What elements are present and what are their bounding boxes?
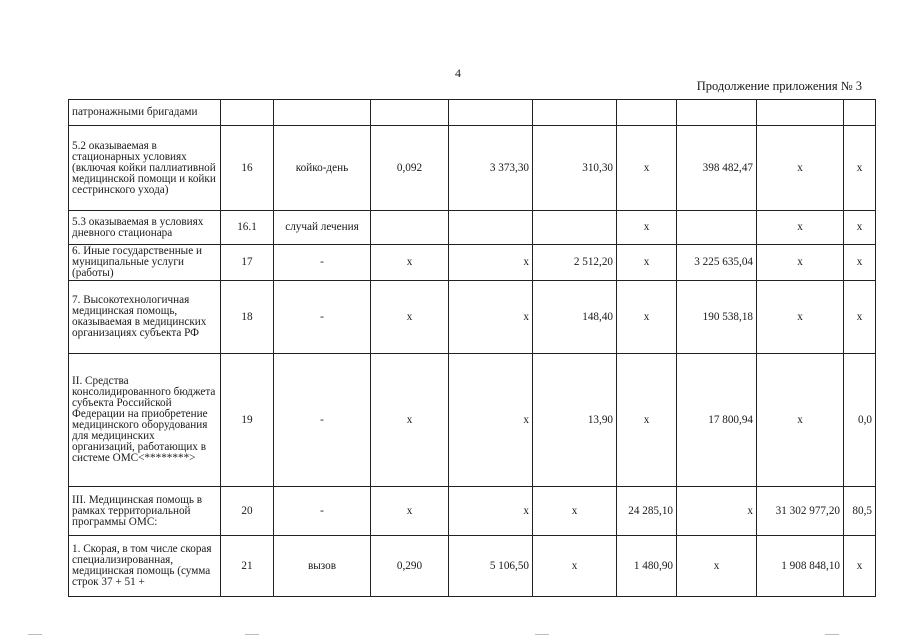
unit-cell: - [274, 354, 371, 487]
row-label: III. Медицинская помощь в рамках территориальной программы ОМС: [69, 487, 221, 536]
value-cell: х [757, 354, 844, 487]
value-cell: х [844, 126, 876, 211]
value-cell: х [757, 211, 844, 245]
table-row [69, 536, 876, 597]
value-cell: х [617, 354, 677, 487]
row-label: патронажными бригадами [69, 100, 221, 126]
unit-cell [274, 100, 371, 126]
value-cell: 80,5 [844, 487, 876, 536]
row-number: 20 [221, 487, 274, 536]
row-label: 5.2 оказываемая в стационарных условиях (включая койки паллиативной медицинской помощи и койки сестринского ухода) [69, 126, 221, 211]
value-cell: х [677, 536, 757, 597]
value-cell [677, 100, 757, 126]
table-row [69, 126, 876, 211]
value-cell: 1 908 848,10 [757, 536, 844, 597]
value-cell: 310,30 [533, 126, 617, 211]
value-cell: х [449, 487, 533, 536]
value-cell [617, 100, 677, 126]
value-cell: х [617, 126, 677, 211]
unit-cell: - [274, 281, 371, 354]
value-cell: х [617, 245, 677, 281]
value-cell: х [617, 211, 677, 245]
value-cell [449, 100, 533, 126]
value-cell [533, 211, 617, 245]
value-cell: х [533, 536, 617, 597]
value-cell: х [757, 126, 844, 211]
value-cell: х [844, 211, 876, 245]
row-label: II. Средства консолидированного бюджета субъекта Российской Федерации на приобретение медицинского оборудования для медицинских организаций, работающих в системе ОМС<********> [69, 354, 221, 487]
value-cell: 3 373,30 [449, 126, 533, 211]
value-cell: х [844, 245, 876, 281]
value-cell: х [617, 281, 677, 354]
value-cell [449, 211, 533, 245]
value-cell: х [449, 245, 533, 281]
row-number: 21 [221, 536, 274, 597]
scan-mark [245, 634, 259, 635]
row-number: 19 [221, 354, 274, 487]
scan-mark [28, 634, 42, 635]
value-cell: 17 800,94 [677, 354, 757, 487]
row-number: 17 [221, 245, 274, 281]
value-cell: х [449, 281, 533, 354]
table-row [69, 487, 876, 536]
value-cell: х [449, 354, 533, 487]
table-row [69, 281, 876, 354]
unit-cell: случай лечения [274, 211, 371, 245]
row-number: 16.1 [221, 211, 274, 245]
continuation-header: Продолжение приложения № 3 [696, 79, 862, 93]
value-cell: 190 538,18 [677, 281, 757, 354]
table-row [69, 354, 876, 487]
value-cell: х [371, 245, 449, 281]
value-cell [677, 211, 757, 245]
unit-cell: койко-день [274, 126, 371, 211]
value-cell [371, 100, 449, 126]
value-cell: 0,092 [371, 126, 449, 211]
value-cell: 0,0 [844, 354, 876, 487]
scan-mark [535, 634, 549, 635]
value-cell: х [844, 281, 876, 354]
value-cell: 148,40 [533, 281, 617, 354]
value-cell: 2 512,20 [533, 245, 617, 281]
value-cell: 3 225 635,04 [677, 245, 757, 281]
row-label: 5.3 оказываемая в условиях дневного стационара [69, 211, 221, 245]
value-cell: 398 482,47 [677, 126, 757, 211]
value-cell: 0,290 [371, 536, 449, 597]
value-cell: х [677, 487, 757, 536]
value-cell: х [371, 354, 449, 487]
value-cell: х [533, 487, 617, 536]
unit-cell: вызов [274, 536, 371, 597]
value-cell: х [371, 281, 449, 354]
value-cell: х [757, 281, 844, 354]
unit-cell: - [274, 487, 371, 536]
value-cell [757, 100, 844, 126]
value-cell: 31 302 977,20 [757, 487, 844, 536]
row-label: 7. Высокотехнологичная медицинская помощь, оказываемая в медицинских организациях субъекта РФ [69, 281, 221, 354]
row-label: 1. Скорая, в том числе скорая специализированная, медицинская помощь (сумма строк 37 + 51 + [69, 536, 221, 597]
value-cell [371, 211, 449, 245]
row-number: 16 [221, 126, 274, 211]
data-table [68, 99, 876, 597]
row-number: 18 [221, 281, 274, 354]
value-cell: х [844, 536, 876, 597]
table-row [69, 211, 876, 245]
value-cell: х [371, 487, 449, 536]
unit-cell: - [274, 245, 371, 281]
value-cell: 24 285,10 [617, 487, 677, 536]
row-label: 6. Иные государственные и муниципальные услуги (работы) [69, 245, 221, 281]
page-number: 4 [455, 66, 461, 80]
row-number [221, 100, 274, 126]
value-cell [533, 100, 617, 126]
value-cell: 1 480,90 [617, 536, 677, 597]
value-cell: х [757, 245, 844, 281]
table-row [69, 100, 876, 126]
value-cell: 13,90 [533, 354, 617, 487]
scan-mark [825, 634, 839, 635]
table-row [69, 245, 876, 281]
value-cell: 5 106,50 [449, 536, 533, 597]
value-cell [844, 100, 876, 126]
